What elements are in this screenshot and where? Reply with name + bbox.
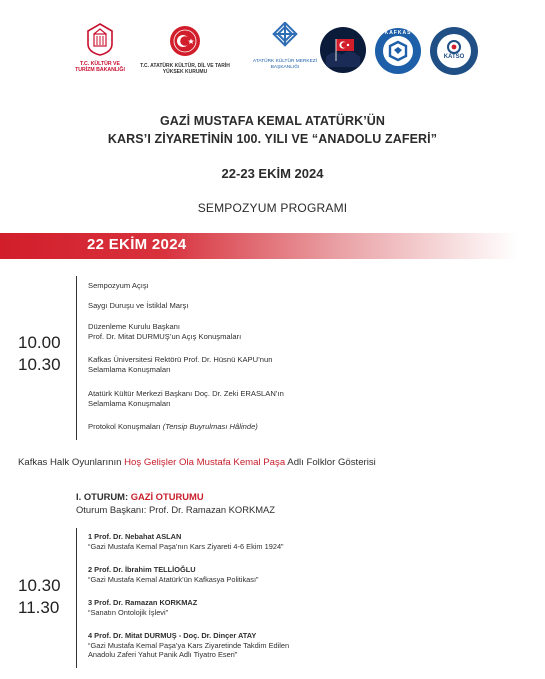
agenda-item-line1: Kafkas Üniversitesi Rektörü Prof. Dr. Hüsnü KAPU’nun <box>88 355 273 364</box>
agenda-item-line1: Düzenleme Kurulu Başkanı <box>88 322 181 331</box>
kafkas-uni-caption: KAFKAS <box>384 30 412 36</box>
oturum-name: GAZİ OTURUMU <box>130 491 204 502</box>
folklore-line <box>18 457 376 468</box>
day-band <box>0 233 545 259</box>
agenda-item <box>88 301 188 311</box>
ataturk-kurumu-caption-1: T.C. ATATÜRK KÜLTÜR, DİL VE TARİH <box>140 63 230 69</box>
paper-item <box>88 631 289 660</box>
session1-time <box>18 332 61 376</box>
title-line-2: KARS’I ZİYARETİNİN 100. YILI VE “ANADOLU ZAFERİ” <box>107 132 438 146</box>
protokol-note: (Tensip Buyrulması Hâlinde) <box>162 422 258 431</box>
agenda-item-line1: Atatürk Kültür Merkezi Başkanı Doç. Dr. Zeki ERASLAN’ın <box>88 389 284 398</box>
agenda-item-protokol <box>88 422 258 432</box>
paper-title: “Gazi Mustafa Kemal Atatürk’ün Kafkasya Politikası” <box>88 574 259 584</box>
folklore-post: Adlı Folklor Gösterisi <box>285 457 376 468</box>
kafkas-universitesi-logo <box>375 28 421 74</box>
paper-speaker: 4 Prof. Dr. Mitat DURMUŞ - Doç. Dr. Dinçer ATAY <box>88 631 257 640</box>
logo-bar <box>0 22 545 92</box>
oturum-label: I. OTURUM: <box>76 491 131 502</box>
paper-item <box>88 598 197 617</box>
session1-time-end: 10.30 <box>18 355 61 374</box>
agenda-item <box>88 322 241 342</box>
protokol-label: Protokol Konuşmaları <box>88 422 161 431</box>
agenda-item <box>88 389 284 409</box>
ataturk-kurumu-caption-2: YÜKSEK KURUMU <box>162 69 208 75</box>
session2-time-end: 11.30 <box>18 598 60 617</box>
akm-logo <box>252 22 318 71</box>
paper-speaker: 2 Prof. Dr. İbrahim TELLİOĞLU <box>88 565 196 574</box>
session2-time-start: 10.30 <box>18 576 61 595</box>
paper-title: “Gazi Mustafa Kemal Paşa’nın Kars Ziyareti 4-6 Ekim 1924” <box>88 541 284 551</box>
agenda-item-line2: Selamlama Konuşmaları <box>88 365 171 374</box>
program-heading: SEMPOZYUM PROGRAMI <box>197 201 348 215</box>
day-label: 22 EKİM 2024 <box>87 236 187 253</box>
agenda-item-line1: Saygı Duruşu ve İstiklal Marşı <box>88 301 189 310</box>
akm-caption-2: BAŞKANLIĞI <box>270 65 300 70</box>
paper-speaker: 3 Prof. Dr. Ramazan KORKMAZ <box>88 598 198 607</box>
session1-divider <box>76 276 77 440</box>
oturum-heading <box>76 490 204 503</box>
session1-time-start: 10.00 <box>18 333 61 352</box>
paper-title: “Gazi Mustafa Kemal Paşa’ya Kars Ziyaretinde Takdim Edilen <box>88 640 290 650</box>
akm-caption-1: ATATÜRK KÜLTÜR MERKEZİ <box>252 59 318 64</box>
agenda-item <box>88 355 272 375</box>
akm-knot-emblem-icon <box>268 22 302 54</box>
folklore-pre: Kafkas Halk Oyunlarının <box>18 457 125 468</box>
folklore-highlight: Hoş Gelişler Ola Mustafa Kemal Paşa <box>124 457 286 468</box>
katso-logo <box>430 27 478 75</box>
session2-divider <box>76 528 77 668</box>
title-line-1: GAZİ MUSTAFA KEMAL ATATÜRK’ÜN <box>159 114 386 128</box>
ataturk-yuksek-kurumu-logo <box>136 24 234 75</box>
paper-item <box>88 565 258 584</box>
kultur-turizm-emblem-icon <box>85 22 115 56</box>
agenda-item-line2: Prof. Dr. Mitat DURMUŞ’un Açış Konuşmaları <box>88 332 242 341</box>
oturum-chair: Oturum Başkanı: Prof. Dr. Ramazan KORKMAZ <box>76 504 276 515</box>
paper-title: “Sanatın Ontolojik İşlevi” <box>88 607 169 617</box>
session2-time <box>18 575 61 619</box>
symposium-title <box>0 112 545 148</box>
paper-speaker: 1 Prof. Dr. Nebahat ASLAN <box>88 532 182 541</box>
kultur-turizm-logo <box>74 22 126 73</box>
agenda-item-line2: Selamlama Konuşmaları <box>88 399 171 408</box>
kultur-turizm-caption: T.C. KÜLTÜR VE TURİZM BAKANLIĞI <box>75 61 125 73</box>
flag-emblem-logo <box>320 27 366 73</box>
katso-seal-icon <box>430 27 478 75</box>
turkish-flag-icon <box>320 27 366 73</box>
katso-caption: KATSO <box>443 54 465 60</box>
paper-item <box>88 532 284 551</box>
crescent-star-emblem-icon <box>168 24 202 58</box>
agenda-item-line1: Sempozyum Açışı <box>88 281 149 290</box>
paper-title-cont: Anadolu Zaferi Yahut Panik Adlı Tiyatro Eseri” <box>88 650 238 659</box>
agenda-item <box>88 281 149 291</box>
symposium-dates: 22-23 EKİM 2024 <box>221 166 324 181</box>
